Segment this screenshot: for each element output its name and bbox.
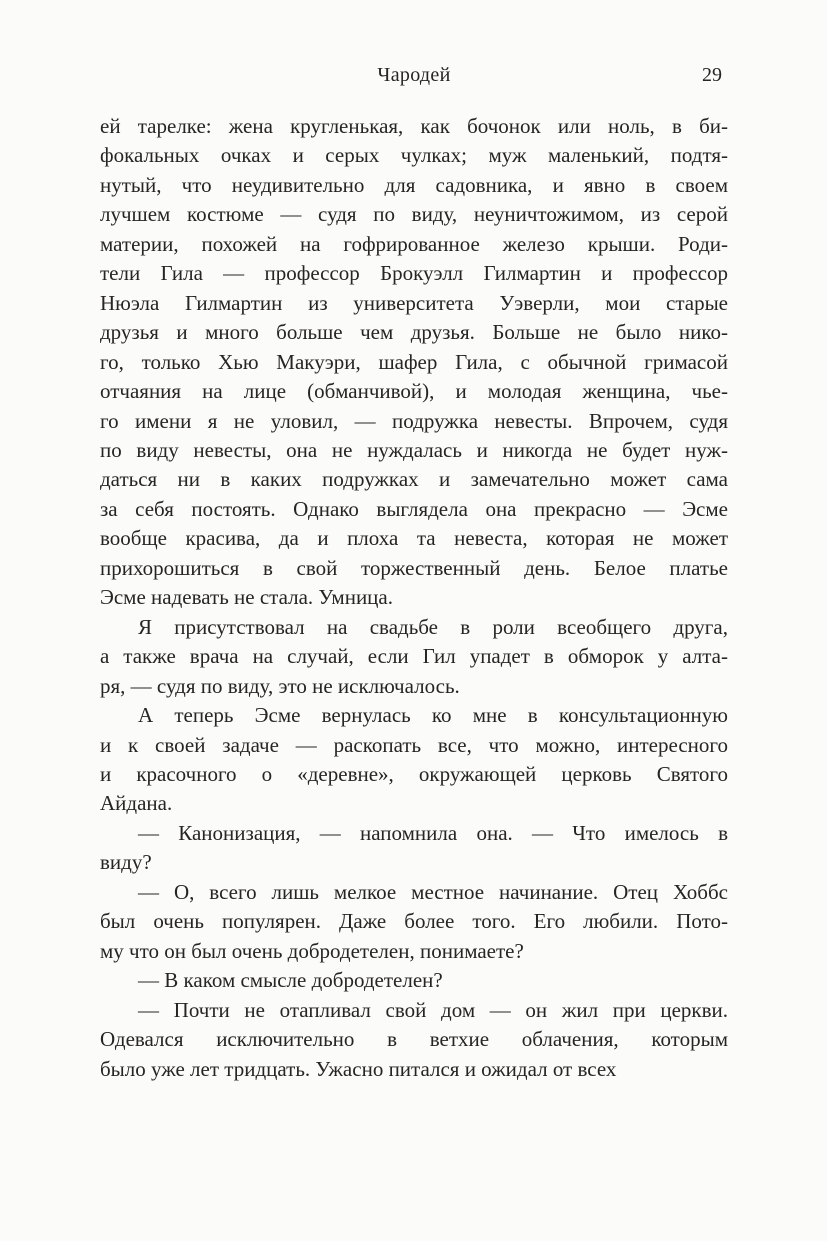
text-line: материи, похожей на гофрированное железо крыши. Роди- [100,231,728,256]
text-line: — В каком смысле добродетелен? [138,968,443,993]
text-line: го, только Хью Макуэри, шафер Гила, с обычной гримасой [100,349,728,374]
text-line: по виду невесты, она не нуждалась и никогда не будет нуж- [100,437,728,462]
paragraph [100,878,728,966]
running-title: Чародей [377,64,451,86]
text-line: отчаяния на лице (обманчивой), и молодая женщина, чье- [100,379,728,404]
text-line: виду? [100,850,152,875]
text-line: а также врача на случай, если Гил упадет в обморок у алта- [100,644,728,669]
text-line: — Канонизация, — напомнила она. — Что имелось в [138,820,728,845]
text-line: му что он был очень добродетелен, понимаете? [100,938,524,963]
text-line: Эсме надевать не стала. Умница. [100,585,393,610]
paragraph [100,966,728,995]
text-line: Нюэла Гилмартин из университета Уэверли, мои старые [100,290,728,315]
text-line: лучшем костюме — судя по виду, неуничтожимом, из серой [100,202,728,227]
paragraph [100,701,728,819]
text-line: А теперь Эсме вернулась ко мне в консультационную [138,703,728,728]
text-line: ря, — судя по виду, это не исключалось. [100,673,460,698]
paragraph [100,819,728,878]
text-line: Айдана. [100,791,173,816]
text-line: Я присутствовал на свадьбе в роли всеобщего друга, [138,614,728,639]
paragraph [100,613,728,701]
text-line: даться ни в каких подружках и замечательно может сама [100,467,728,492]
text-line: го имени я не уловил, — подружка невесты. Впрочем, судя [100,408,728,433]
text-line: вообще красива, да и плоха та невеста, которая не может [100,526,728,551]
text-line: прихорошиться в свой торжественный день. Белое платье [100,555,728,580]
paragraph [100,996,728,1084]
paragraph [100,112,728,613]
text-line: тели Гила — профессор Брокуэлл Гилмартин и профессор [100,261,728,286]
text-line: за себя постоять. Однако выглядела она прекрасно — Эсме [100,496,728,521]
text-line: — О, всего лишь мелкое местное начинание. Отец Хоббс [138,879,728,904]
text-line: и красочного о «деревне», окружающей церковь Святого [100,761,728,786]
text-line: было уже лет тридцать. Ужасно питался и ожидал от всех [100,1056,617,1081]
page-number: 29 [702,64,722,86]
text-line: друзья и много больше чем друзья. Больше не было нико- [100,320,728,345]
text-line: фокальных очках и серых чулках; муж маленький, подтя- [100,143,728,168]
text-line: — Почти не отапливал свой дом — он жил при церкви. [138,997,728,1022]
running-header [100,64,728,92]
text-line: и к своей задаче — раскопать все, что можно, интересного [100,732,728,757]
text-line: нутый, что неудивительно для садовника, и явно в своем [100,172,728,197]
text-line: ей тарелке: жена кругленькая, как бочонок или ноль, в би- [100,114,728,138]
text-block [100,112,728,1084]
text-line: был очень популярен. Даже более того. Его любили. Пото- [100,909,728,934]
text-line: Одевался исключительно в ветхие облачения, которым [100,1027,728,1052]
